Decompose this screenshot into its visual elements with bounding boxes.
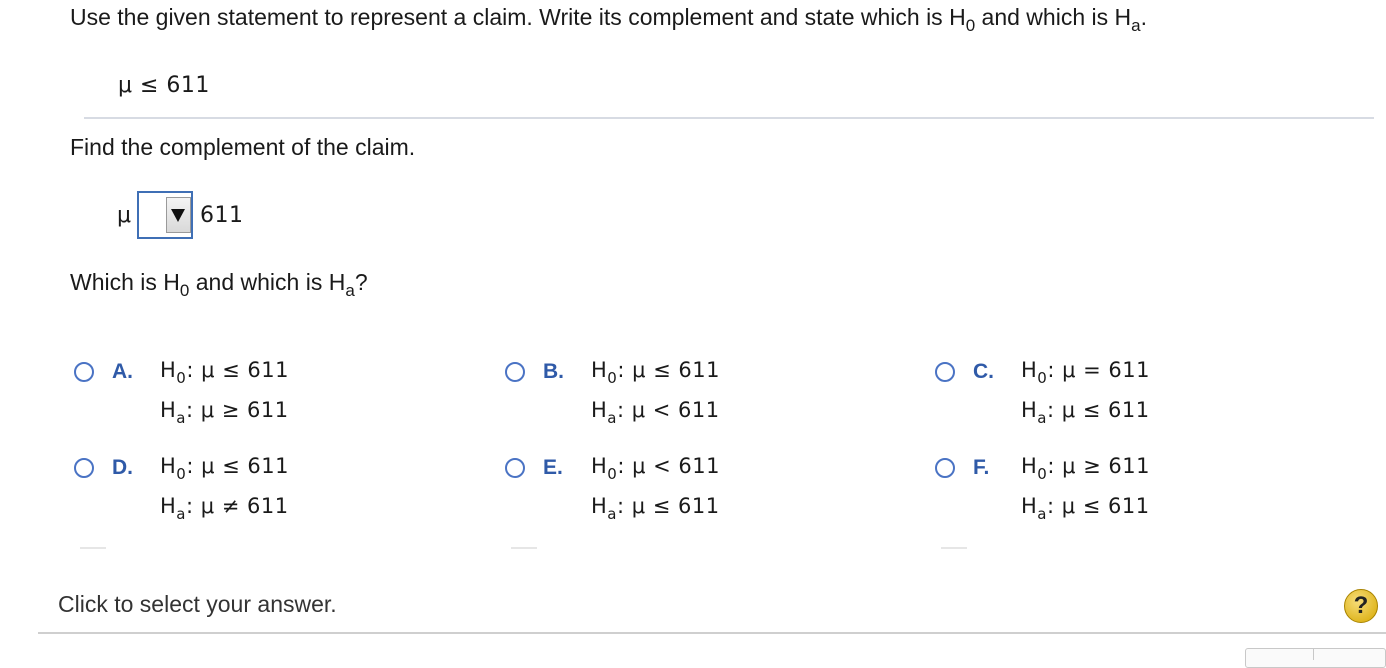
instruction-footer: Click to select your answer. bbox=[58, 591, 337, 617]
radio-button-f[interactable] bbox=[935, 458, 955, 478]
triangle-down-icon bbox=[171, 209, 185, 222]
h-label: H bbox=[1021, 454, 1038, 478]
h-label: H bbox=[591, 454, 608, 478]
toolbar-separator bbox=[1313, 649, 1314, 660]
option-f[interactable] bbox=[935, 452, 1265, 532]
sub-a: a bbox=[1037, 409, 1047, 427]
option-separator bbox=[80, 547, 106, 549]
which-suba: a bbox=[345, 281, 355, 300]
h-label: H bbox=[160, 358, 177, 382]
h0-expression: : μ < 611 bbox=[617, 454, 720, 478]
radio-button-d[interactable] bbox=[74, 458, 94, 478]
option-c-h0 bbox=[1021, 358, 1150, 387]
option-letter-e: E. bbox=[543, 456, 563, 479]
h-label: H bbox=[1021, 398, 1038, 422]
sub-a: a bbox=[1037, 505, 1047, 523]
radio-button-c[interactable] bbox=[935, 362, 955, 382]
which-middle: and which is H bbox=[189, 269, 346, 295]
option-a-h0 bbox=[160, 358, 289, 387]
which-end: ? bbox=[354, 269, 368, 295]
option-letter-c: C. bbox=[973, 360, 994, 383]
option-b-ha bbox=[591, 398, 720, 427]
radio-button-a[interactable] bbox=[74, 362, 94, 382]
inequality-dropdown[interactable] bbox=[137, 191, 193, 239]
ha-expression: : μ ≤ 611 bbox=[1047, 398, 1150, 422]
option-d-ha bbox=[160, 494, 289, 523]
h-label: H bbox=[160, 494, 177, 518]
sub-0: 0 bbox=[176, 369, 187, 387]
complement-value: 611 bbox=[200, 203, 244, 228]
sub-0: 0 bbox=[176, 465, 187, 483]
sub-0: 0 bbox=[607, 465, 618, 483]
sub-a: a bbox=[607, 505, 617, 523]
claim-statement: μ ≤ 611 bbox=[118, 73, 210, 98]
h0-expression: : μ ≤ 611 bbox=[186, 358, 289, 382]
h-label: H bbox=[591, 494, 608, 518]
ha-expression: : μ < 611 bbox=[617, 398, 720, 422]
sub-a: a bbox=[607, 409, 617, 427]
option-letter-a: A. bbox=[112, 360, 133, 383]
sub-a: a bbox=[176, 505, 186, 523]
h0-expression: : μ ≥ 611 bbox=[1047, 454, 1150, 478]
option-a-ha bbox=[160, 398, 289, 427]
option-b[interactable] bbox=[505, 356, 835, 436]
h0-expression: : μ ≤ 611 bbox=[617, 358, 720, 382]
question-end: . bbox=[1140, 4, 1147, 30]
option-d-h0 bbox=[160, 454, 289, 483]
option-letter-f: F. bbox=[973, 456, 990, 479]
option-d[interactable] bbox=[74, 452, 404, 532]
ha-expression: : μ ≠ 611 bbox=[186, 494, 289, 518]
option-a[interactable] bbox=[74, 356, 404, 436]
h-label: H bbox=[1021, 358, 1038, 382]
option-f-h0 bbox=[1021, 454, 1150, 483]
h0-expression: : μ = 611 bbox=[1047, 358, 1150, 382]
dropdown-button[interactable] bbox=[166, 197, 191, 233]
question-middle: and which is H bbox=[975, 4, 1132, 30]
complement-mu: μ bbox=[117, 203, 132, 228]
which-sub0: 0 bbox=[179, 281, 190, 300]
question-suba: a bbox=[1131, 16, 1141, 35]
option-c[interactable] bbox=[935, 356, 1265, 436]
option-letter-d: D. bbox=[112, 456, 133, 479]
ha-expression: : μ ≥ 611 bbox=[186, 398, 289, 422]
bottom-toolbar[interactable] bbox=[1245, 648, 1386, 668]
option-e-ha bbox=[591, 494, 720, 523]
footer-divider bbox=[38, 632, 1386, 634]
sub-0: 0 bbox=[607, 369, 618, 387]
complement-prompt: Find the complement of the claim. bbox=[70, 134, 416, 160]
option-separator bbox=[941, 547, 967, 549]
question-mark-icon[interactable]: ? bbox=[1344, 589, 1378, 623]
option-b-h0 bbox=[591, 358, 720, 387]
which-prompt bbox=[70, 269, 368, 300]
option-e[interactable] bbox=[505, 452, 835, 532]
which-prefix: Which is H bbox=[70, 269, 180, 295]
option-separator bbox=[511, 547, 537, 549]
ha-expression: : μ ≤ 611 bbox=[617, 494, 720, 518]
question-sub0: 0 bbox=[965, 16, 976, 35]
h-label: H bbox=[160, 398, 177, 422]
option-f-ha bbox=[1021, 494, 1150, 523]
question-text bbox=[70, 4, 1147, 35]
h-label: H bbox=[160, 454, 177, 478]
question-prefix: Use the given statement to represent a claim. Write its complement and state which is H bbox=[70, 4, 966, 30]
divider bbox=[84, 117, 1374, 119]
radio-button-b[interactable] bbox=[505, 362, 525, 382]
radio-button-e[interactable] bbox=[505, 458, 525, 478]
sub-0: 0 bbox=[1037, 369, 1048, 387]
h0-expression: : μ ≤ 611 bbox=[186, 454, 289, 478]
h-label: H bbox=[1021, 494, 1038, 518]
h-label: H bbox=[591, 398, 608, 422]
h-label: H bbox=[591, 358, 608, 382]
option-letter-b: B. bbox=[543, 360, 564, 383]
option-c-ha bbox=[1021, 398, 1150, 427]
sub-a: a bbox=[176, 409, 186, 427]
option-e-h0 bbox=[591, 454, 720, 483]
sub-0: 0 bbox=[1037, 465, 1048, 483]
ha-expression: : μ ≤ 611 bbox=[1047, 494, 1150, 518]
